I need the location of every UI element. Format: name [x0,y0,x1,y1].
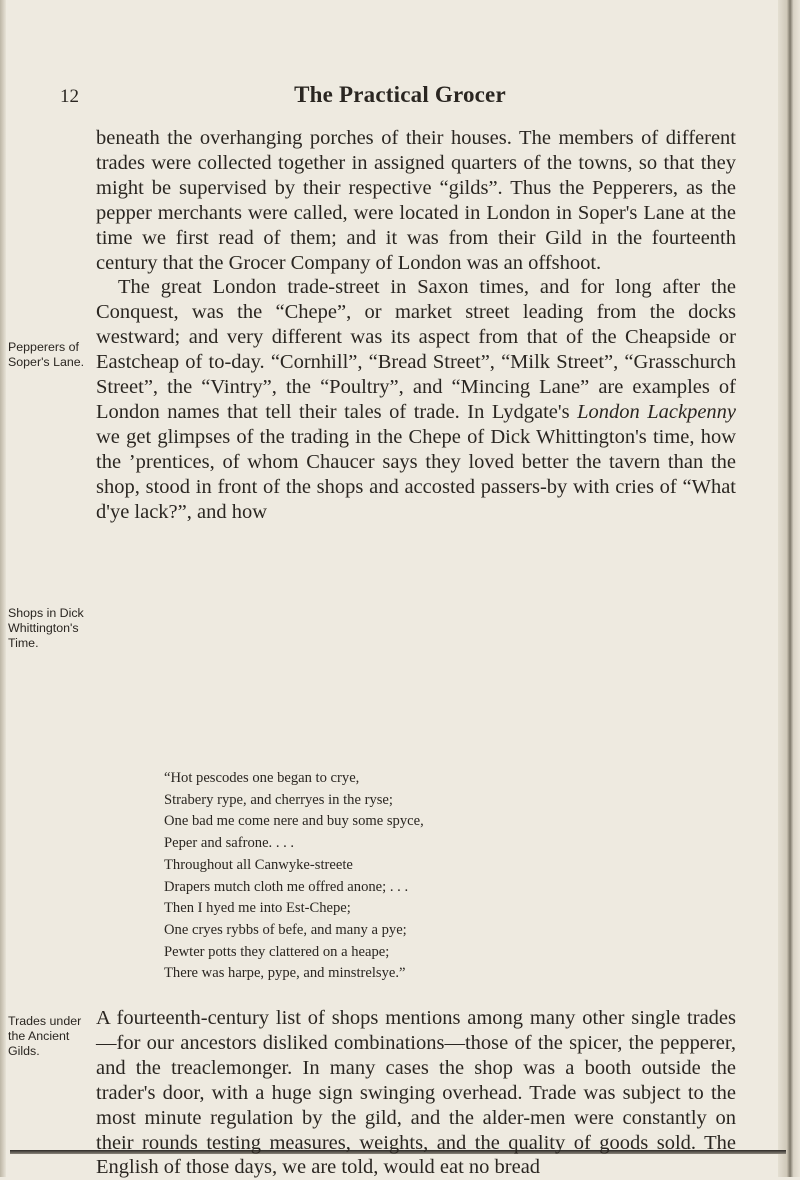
page-edge-right [778,0,800,1177]
book-title-london-lackpenny: London Lackpenny [577,400,737,423]
page-header [60,82,740,112]
page-number: 12 [60,86,79,107]
paragraph-2-text-b: we get glimpses of the trading in the Chepe of Dick Whittington's time, how the ’prentices, of whom Chaucer says they loved better the tavern than the shop, stood in front of the shops and accosted passers-by with cries of “What d'ye lack?”, and how [96,425,736,523]
verse-line: Drapers mutch cloth me offred anone; . . . [164,878,409,895]
paragraph-1: beneath the overhanging porches of their houses. The members of different trades were collected together in assigned quarters of the towns, so that they might be supervised by their respective “gilds”. Thus the Pepperers, as the pepper merchants were called, were located in London in Soper's Lane at the time we first read of them; and it was from their Gild in the fourteenth century that the Grocer Company of London was an offshoot. [96,127,736,274]
verse-line: “Hot pescodes one began to crye, [164,770,360,786]
paragraph-2-text-a: The great London trade-street in Saxon times, and for long after the Conquest, was the “Chepe”, or market street leading from the docks westward; and very different was its aspect from that of the Cheapside or Eastcheap of to-day. “Cornhill”, “Bread Street”, “Milk Street”, “Grasschurch Street”, the “Vintry”, the “Poultry”, and “Mincing Lane” are examples of London names that tell their tales of trade. In Lydgate's [96,276,736,423]
margin-note-trades: Trades under the Ancient Gilds. [8,1014,82,1058]
body-text-lower [96,1006,736,1180]
verse-line: Strabery rype, and cherryes in the ryse; [164,791,393,808]
verse-line: Pewter potts they clattered on a heape; [164,943,390,960]
verse-line: Throughout all Canwyke-streete [164,856,353,873]
paragraph-2 [96,275,736,524]
page-edge-left [0,0,6,1177]
running-title: The Practical Grocer [294,82,506,107]
verse-line: Peper and safrone. . . . [164,835,295,852]
verse-line: There was harpe, pype, and minstrelsye.” [164,965,406,982]
verse-line: One bad me come nere and buy some spyce, [164,813,424,830]
body-text-upper [96,126,736,525]
paragraph-3: A fourteenth-century list of shops mentions among many other single trades—for our ancestors disliked combinations—those of the spicer, the pepperer, and the treaclemonger. In many cases the shop was a booth outside the trader's door, with a huge sign swinging overhead. Trade was subject to the most minute regulation by the gild, and the alder-men were constantly on their rounds testing measures, weights, and the quality of goods sold. The English of those days, we are told, would eat no bread [96,1007,736,1179]
verse-line: One cryes rybbs of befe, and many a pye; [164,921,407,938]
margin-note-pepperers: Pepperers of Soper's Lane. [8,340,85,369]
verse-line: Then I hyed me into Est-Chepe; [164,900,351,917]
margin-note-shops: Shops in Dick Whittington's Time. [8,606,84,650]
verse-quotation [164,768,684,985]
